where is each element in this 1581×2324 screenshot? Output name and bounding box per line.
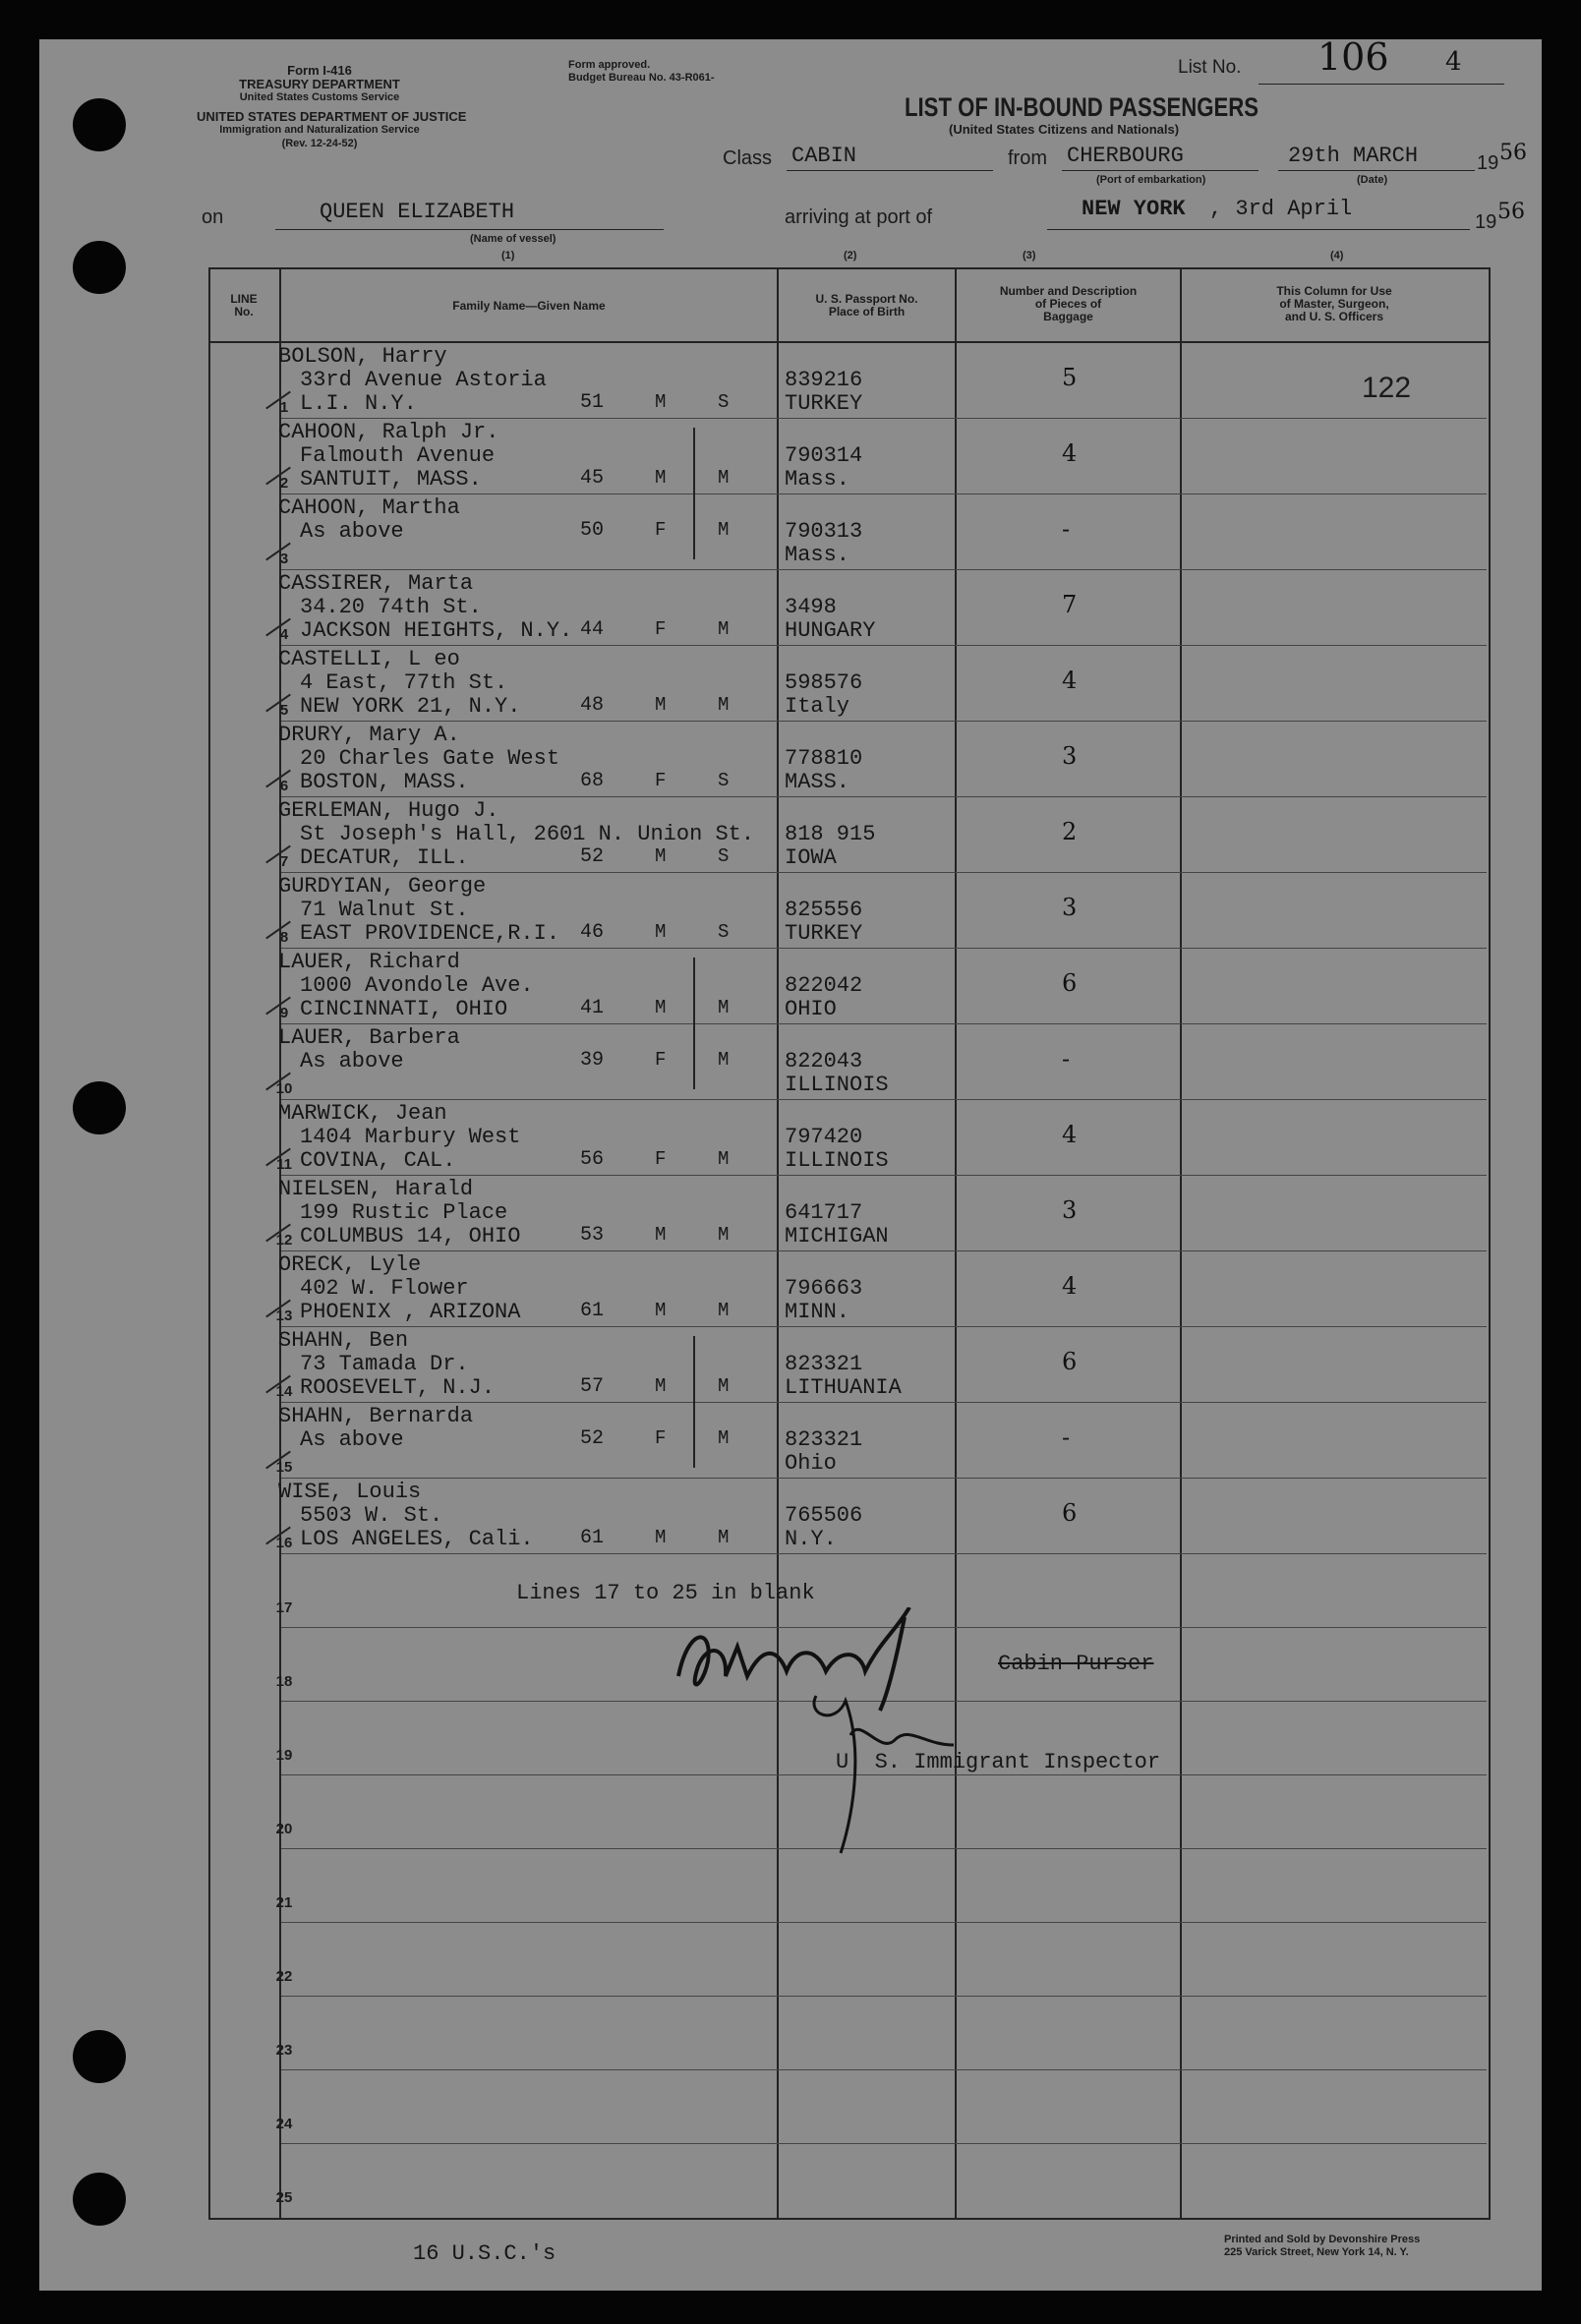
header-line-no: LINE No. [230,292,258,319]
line-number: 13 [275,1307,293,1324]
form-number: Form I-416 [287,63,352,78]
passenger-age: 51 [580,391,605,414]
row-divider [281,1099,1487,1100]
passenger-address: St Joseph's Hall, 2601 N. Union St. [300,822,755,846]
passenger-address: 34.20 74th St. [300,595,482,619]
col-num-2: (2) [844,250,857,261]
passenger-age: 57 [580,1375,605,1398]
binder-hole [73,2173,126,2226]
list-no-label: List No. [1178,57,1242,78]
passenger-address: 33rd Avenue Astoria [300,368,547,392]
passenger-city: COVINA, CAL. [300,1148,456,1173]
baggage-count: 3 [1062,894,1078,921]
passenger-name: GURDYIAN, George [278,874,487,899]
col-num-4: (4) [1330,250,1344,261]
treasury-dept: TREASURY DEPARTMENT [239,77,400,91]
passenger-age: 41 [580,997,605,1019]
passenger-address: 402 W. Flower [300,1276,469,1301]
place-of-birth: HUNGARY [785,618,876,643]
line-number: 9 [279,1005,289,1021]
line-number: 11 [276,1156,292,1173]
baggage-count: - [1062,1423,1071,1451]
passport-number: 790314 [785,443,863,468]
col-divider-passport [955,267,957,2220]
port-embarkation-label: (Port of embarkation) [1096,174,1206,186]
line-number: 12 [275,1232,293,1249]
baggage-count: 7 [1062,591,1078,618]
list-no-value: 106 [1318,35,1389,79]
passenger-marital-status: M [718,618,730,640]
family-bracket [693,428,695,559]
place-of-birth: MICHIGAN [785,1224,889,1249]
passenger-name: NIELSEN, Harald [278,1177,474,1201]
passport-number: 839216 [785,368,863,392]
passenger-city: NEW YORK 21, N.Y. [300,694,521,719]
row-divider [281,2143,1487,2144]
binder-hole [73,241,126,294]
page-title: LIST OF IN-BOUND PASSENGERS [905,92,1259,122]
row-divider [281,1922,1487,1923]
passenger-marital-status: M [718,1300,730,1321]
line-number: 18 [275,1673,293,1690]
row-divider [281,1326,1487,1327]
manifest-page [39,35,1542,2291]
passenger-marital-status: S [718,391,730,413]
passenger-name: LAUER, Richard [278,950,460,974]
inspector-title: U. S. Immigrant Inspector [836,1750,1161,1774]
passenger-address: 5503 W. St. [300,1503,443,1528]
col-num-1: (1) [501,250,515,261]
place-of-birth: LITHUANIA [785,1375,902,1400]
passenger-city: EAST PROVIDENCE,R.I. [300,921,560,946]
line-number: 15 [275,1459,293,1476]
line-number: 3 [279,551,289,567]
passenger-name: WISE, Louis [278,1480,422,1504]
passenger-city: CINCINNATI, OHIO [300,997,508,1021]
passenger-name: CASTELLI, L eo [278,647,460,671]
passport-number: 818 915 [785,822,876,846]
line-number: 6 [279,778,289,794]
passenger-address: As above [300,1427,404,1452]
vessel-name: QUEEN ELIZABETH [320,200,515,224]
row-divider [281,1402,1487,1403]
revision: (Rev. 12-24-52) [281,138,358,149]
passport-number: 822043 [785,1049,863,1074]
passenger-name: SHAHN, Ben [278,1328,409,1353]
passenger-age: 45 [580,467,605,490]
passenger-sex: M [655,1375,667,1397]
passport-number: 823321 [785,1352,863,1376]
baggage-count: 3 [1062,742,1078,770]
row-divider [281,1553,1487,1554]
passenger-sex: M [655,997,667,1018]
on-label: on [202,206,224,228]
row-divider [281,645,1487,646]
family-bracket [693,1336,695,1468]
line-number: 24 [275,2116,293,2132]
line-number: 16 [275,1535,293,1551]
baggage-count: 4 [1062,1121,1078,1148]
list-no-underline [1259,84,1504,85]
passenger-address: Falmouth Avenue [300,443,496,468]
from-label: from [1008,147,1047,169]
line-number: 8 [279,929,289,946]
date-label: (Date) [1357,174,1388,186]
place-of-birth: ILLINOIS [785,1148,889,1173]
line-number: 25 [275,2189,293,2206]
passenger-city: PHOENIX , ARIZONA [300,1300,521,1324]
baggage-count: 6 [1062,1499,1078,1527]
customs-service: United States Customs Service [239,91,400,103]
row-divider [281,1023,1487,1024]
passenger-marital-status: S [718,845,730,867]
printer-line-2: 225 Varick Street, New York 14, N. Y. [1224,2246,1409,2258]
place-of-birth: MINN. [785,1300,850,1324]
row-divider [281,796,1487,797]
row-divider [281,721,1487,722]
place-of-birth: ILLINOIS [785,1073,889,1097]
passenger-address: 20 Charles Gate West [300,746,560,771]
officer-note: 122 [1362,372,1412,404]
passenger-sex: M [655,921,667,943]
year-2: 56 [1497,200,1525,224]
passenger-age: 46 [580,921,605,944]
row-divider [281,1478,1487,1479]
place-of-birth: Mass. [785,467,850,492]
passenger-age: 53 [580,1224,605,1247]
passenger-address: 73 Tamada Dr. [300,1352,469,1376]
passenger-sex: M [655,391,667,413]
col-num-3: (3) [1023,250,1036,261]
passenger-age: 52 [580,845,605,868]
binder-hole [73,98,126,151]
place-of-birth: IOWA [785,845,837,870]
passport-number: 598576 [785,670,863,695]
passenger-address: 71 Walnut St. [300,898,469,922]
passenger-address: As above [300,519,404,544]
binder-hole [73,1081,126,1134]
list-no-extra: 4 [1445,47,1462,77]
port-underline [1047,229,1470,230]
class-underline [787,170,993,171]
line-number: 1 [279,399,289,416]
passenger-age: 39 [580,1049,605,1072]
budget-bureau: Budget Bureau No. 43-R061- [568,72,715,84]
passenger-name: GERLEMAN, Hugo J. [278,798,499,823]
passenger-marital-status: M [718,1527,730,1548]
year-prefix-2: 19 [1475,211,1497,233]
line-number: 7 [279,853,289,870]
passenger-marital-status: M [718,1148,730,1170]
row-divider [281,948,1487,949]
passenger-sex: F [655,770,667,791]
purser-title: Cabin Purser [998,1652,1154,1676]
class-value: CABIN [791,144,857,168]
passenger-marital-status: M [718,519,730,541]
passenger-name: CASSIRER, Marta [278,571,474,596]
passenger-marital-status: M [718,1375,730,1397]
passenger-sex: M [655,467,667,489]
vessel-label: (Name of vessel) [470,233,556,245]
date1-underline [1278,170,1475,171]
line-number: 19 [275,1747,293,1764]
arrival-date: , 3rd April [1209,197,1353,221]
baggage-count: 4 [1062,1272,1078,1300]
passenger-sex: M [655,694,667,716]
passport-number: 796663 [785,1276,863,1301]
passenger-city: SANTUIT, MASS. [300,467,482,492]
passenger-age: 68 [580,770,605,792]
passenger-marital-status: M [718,694,730,716]
baggage-count: 3 [1062,1196,1078,1224]
passenger-marital-status: S [718,921,730,943]
passenger-city: BOSTON, MASS. [300,770,469,794]
passenger-sex: F [655,1049,667,1071]
passport-number: 822042 [785,973,863,998]
passenger-age: 50 [580,519,605,542]
passenger-name: ORECK, Lyle [278,1252,422,1277]
line-number: 5 [279,702,289,719]
baggage-count: 6 [1062,1348,1078,1375]
header-passport: U. S. Passport No. Place of Birth [815,292,918,319]
place-of-birth: N.Y. [785,1527,837,1551]
line-number: 2 [279,475,289,492]
place-of-birth: MASS. [785,770,850,794]
passenger-age: 44 [580,618,605,641]
line-number: 22 [275,1968,293,1985]
passenger-sex: M [655,845,667,867]
row-divider [281,2069,1487,2070]
year-prefix-1: 19 [1477,152,1499,174]
passenger-marital-status: M [718,997,730,1018]
passport-number: 778810 [785,746,863,771]
place-of-birth: TURKEY [785,391,863,416]
header-name: Family Name—Given Name [452,299,606,313]
col-divider-baggage [1180,267,1182,2220]
justice-dept: UNITED STATES DEPARTMENT OF JUSTICE [197,109,467,124]
passenger-age: 56 [580,1148,605,1171]
baggage-count: - [1062,515,1071,543]
passenger-sex: M [655,1224,667,1246]
passenger-address: 1000 Avondole Ave. [300,973,534,998]
departure-date: 29th MARCH [1288,144,1419,168]
printer-line-1: Printed and Sold by Devonshire Press [1224,2234,1421,2245]
passenger-age: 48 [580,694,605,717]
passport-number: 765506 [785,1503,863,1528]
line-number: 21 [275,1894,293,1911]
ins-service: Immigration and Naturalization Service [219,124,420,136]
col-divider-name [777,267,779,2220]
binder-hole [73,2030,126,2083]
row-divider [281,418,1487,419]
place-of-birth: Ohio [785,1451,837,1476]
passenger-name: MARWICK, Jean [278,1101,447,1126]
passenger-name: DRURY, Mary A. [278,723,460,747]
passenger-sex: F [655,1148,667,1170]
header-baggage: Number and Description of Pieces of Baggage [999,284,1138,323]
passenger-age: 61 [580,1300,605,1322]
header-bottom-rule [208,341,1491,343]
passenger-sex: F [655,519,667,541]
passenger-marital-status: M [718,467,730,489]
baggage-count: - [1062,1045,1071,1073]
place-of-birth: Mass. [785,543,850,567]
passenger-city: COLUMBUS 14, OHIO [300,1224,521,1249]
row-divider [281,872,1487,873]
baggage-count: 6 [1062,969,1078,997]
line-number: 4 [279,626,289,643]
passenger-age: 52 [580,1427,605,1450]
family-bracket [693,958,695,1089]
citizen-count: 16 U.S.C.'s [413,2241,556,2266]
passport-number: 641717 [785,1200,863,1225]
passenger-city: DECATUR, ILL. [300,845,469,870]
passenger-name: LAUER, Barbera [278,1025,460,1050]
passport-number: 823321 [785,1427,863,1452]
row-divider [281,1996,1487,1997]
line-number: 17 [275,1599,293,1616]
line-number: 10 [275,1080,293,1097]
passport-number: 825556 [785,898,863,922]
line-number: 20 [275,1821,293,1837]
passenger-sex: F [655,618,667,640]
passenger-address: 1404 Marbury West [300,1125,521,1149]
passenger-address: 4 East, 77th St. [300,670,508,695]
passenger-marital-status: S [718,770,730,791]
passenger-city: JACKSON HEIGHTS, N.Y. [300,618,573,643]
row-divider [281,1175,1487,1176]
baggage-count: 5 [1062,364,1078,391]
passenger-name: BOLSON, Harry [278,344,447,369]
passenger-city: L.I. N.Y. [300,391,417,416]
passport-number: 797420 [785,1125,863,1149]
passenger-address: As above [300,1049,404,1074]
passenger-address: 199 Rustic Place [300,1200,508,1225]
passenger-age: 61 [580,1527,605,1549]
purser-signature [669,1607,1042,1863]
passenger-city: LOS ANGELES, Cali. [300,1527,534,1551]
passenger-name: CAHOON, Ralph Jr. [278,420,499,444]
passenger-sex: M [655,1527,667,1548]
passport-number: 3498 [785,595,837,619]
form-approved: Form approved. [568,59,651,71]
line-number: 14 [275,1383,293,1400]
passenger-marital-status: M [718,1049,730,1071]
passenger-sex: F [655,1427,667,1449]
passenger-name: CAHOON, Martha [278,495,460,520]
passenger-name: SHAHN, Bernarda [278,1404,474,1428]
passenger-marital-status: M [718,1427,730,1449]
row-divider [281,569,1487,570]
place-of-birth: TURKEY [785,921,863,946]
page-subtitle: (United States Citizens and Nationals) [949,122,1180,137]
baggage-count: 4 [1062,439,1078,467]
year-1: 56 [1499,141,1527,165]
place-of-birth: Italy [785,694,850,719]
line-number: 23 [275,2042,293,2059]
place-of-birth: OHIO [785,997,837,1021]
baggage-count: 2 [1062,818,1078,845]
arrival-port: NEW YORK [1082,197,1186,221]
baggage-count: 4 [1062,667,1078,694]
from-value: CHERBOURG [1067,144,1184,168]
passport-number: 790313 [785,519,863,544]
passenger-city: ROOSEVELT, N.J. [300,1375,496,1400]
class-label: Class [723,147,773,169]
row-divider [281,1250,1487,1251]
passenger-sex: M [655,1300,667,1321]
vessel-underline [275,229,664,230]
from-underline [1062,170,1259,171]
blank-lines-note: Lines 17 to 25 in blank [516,1581,815,1605]
passenger-marital-status: M [718,1224,730,1246]
header-officers: This Column for Use of Master, Surgeon, and U. S. Officers [1276,284,1392,323]
arriving-label: arriving at port of [785,206,933,228]
